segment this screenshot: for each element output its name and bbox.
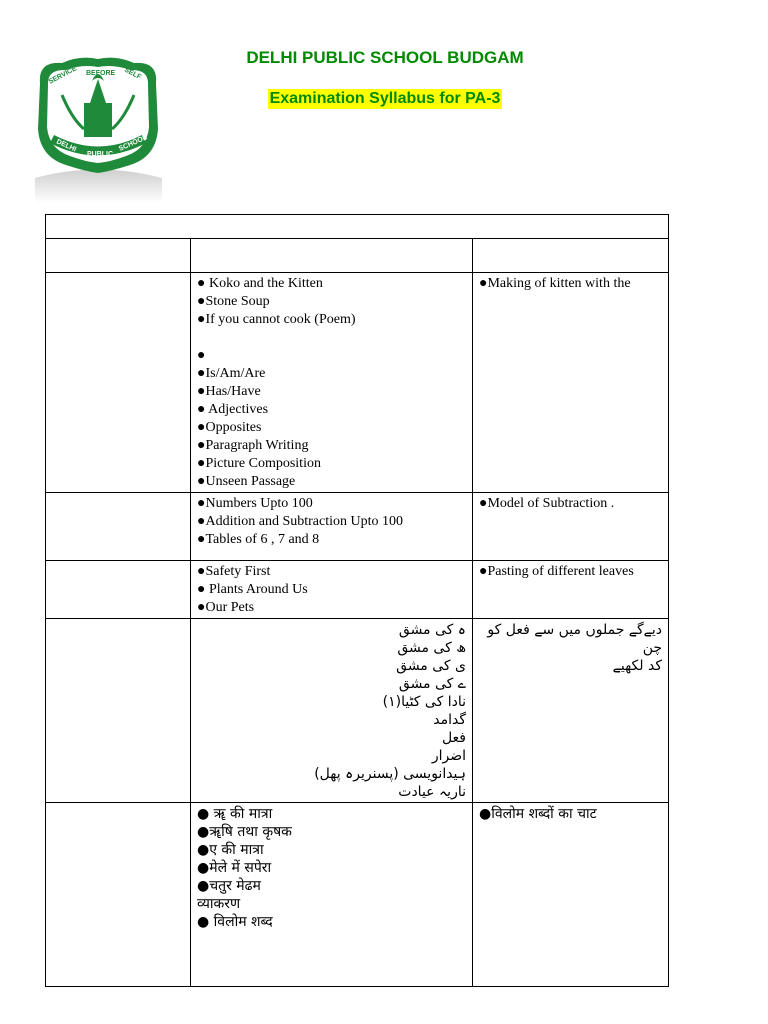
- syllabus-item: ●Safety First: [197, 564, 271, 579]
- svg-text:SCHOOL: SCHOOL: [117, 134, 149, 153]
- table-row-maths: [46, 493, 669, 561]
- subject-cell: [46, 273, 191, 493]
- syllabus-item: ے کی مشق: [398, 676, 466, 692]
- syllabus-item: व्याकरण: [197, 896, 241, 912]
- table-row-english: [46, 273, 669, 493]
- header-syllabus: [191, 239, 473, 273]
- activity-cell: [473, 493, 669, 561]
- syllabus-item: ●ॠषि तथा कृषक: [197, 824, 292, 840]
- syllabus-item: ● Koko and the Kitten: [197, 276, 323, 291]
- syllabus-item: ● विलोम शब्द: [197, 914, 273, 930]
- syllabus-item: ●Stone Soup: [197, 294, 270, 309]
- activity-item: ●Model of Subtraction .: [479, 496, 615, 511]
- school-logo: [32, 53, 164, 205]
- svg-text:SELF: SELF: [123, 66, 143, 82]
- table-row-evs: [46, 561, 669, 619]
- subject-cell: [46, 493, 191, 561]
- syllabus-item: ھ کی مشق: [397, 640, 466, 656]
- syllabus-item: ی کی مشق: [396, 658, 466, 674]
- syllabus-item: ● ॠ की मात्रा: [197, 806, 273, 822]
- syllabus-item: فعل: [441, 730, 466, 746]
- subject-cell: [46, 561, 191, 619]
- activity-cell: [473, 803, 669, 987]
- syllabus-item: ●Has/Have: [197, 384, 261, 399]
- activity-item: ●विलोम शब्दों का चाट: [479, 806, 597, 822]
- header-activity: [473, 239, 669, 273]
- syllabus-item: ہ کی مشق: [398, 622, 466, 638]
- syllabus-item: [197, 329, 466, 347]
- table-row-urdu: [46, 619, 669, 803]
- syllabus-item: ●Picture Composition: [197, 456, 321, 471]
- syllabus-item: گدامد: [433, 712, 466, 728]
- syllabus-item: ناریہ عیادت: [398, 784, 466, 800]
- activity-item: ●Making of kitten with the: [479, 276, 631, 291]
- syllabus-item: ●If you cannot cook (Poem): [197, 312, 356, 327]
- activity-item: ●Pasting of different leaves: [479, 564, 634, 579]
- syllabus-item: ●Is/Am/Are: [197, 366, 266, 381]
- svg-text:BEFORE: BEFORE: [86, 70, 116, 77]
- school-name: DELHI PUBLIC SCHOOL BUDGAM: [246, 48, 524, 67]
- subject-cell: [46, 619, 191, 803]
- syllabus-item: ●Numbers Upto 100: [197, 496, 313, 511]
- syllabus-item: ہیدانویسی (پسنریرہ پھل): [314, 766, 466, 782]
- activity-item: دیےگے جملوں میں سے فعل کو چن: [487, 622, 663, 656]
- table-row-hindi: [46, 803, 669, 987]
- syllabus-item: نادا کی کٹیا(۱): [382, 694, 466, 710]
- syllabus-item: ●Our Pets: [197, 600, 255, 615]
- syllabus-item: ●Addition and Subtraction Upto 100: [197, 514, 403, 529]
- syllabus-cell: [191, 619, 473, 803]
- syllabus-cell: [191, 803, 473, 987]
- syllabus-item: ●Paragraph Writing: [197, 438, 309, 453]
- syllabus-item: ●चतुर मेढम: [197, 878, 261, 894]
- syllabus-item: ●: [197, 348, 206, 363]
- activity-item: کد لکھیے: [612, 658, 663, 674]
- syllabus-item: اضرار: [431, 748, 466, 764]
- subject-cell: [46, 803, 191, 987]
- svg-text:SERVICE: SERVICE: [47, 65, 78, 86]
- svg-text:PUBLIC: PUBLIC: [87, 151, 114, 158]
- activity-cell: [473, 273, 669, 493]
- syllabus-item: ●ए की मात्रा: [197, 842, 264, 858]
- table-title-row: [46, 215, 669, 239]
- header-subject: [46, 239, 191, 273]
- syllabus-cell: [191, 561, 473, 619]
- syllabus-item: ●Unseen Passage: [197, 474, 296, 489]
- syllabus-item: ●Tables of 6 , 7 and 8: [197, 532, 320, 547]
- activity-cell: [473, 619, 669, 803]
- syllabus-cell: [191, 493, 473, 561]
- exam-title: Examination Syllabus for PA-3: [269, 90, 501, 107]
- syllabus-cell: [191, 273, 473, 493]
- syllabus-item: ● Adjectives: [197, 402, 269, 417]
- syllabus-item: ● Plants Around Us: [197, 582, 308, 597]
- syllabus-item: ●Opposites: [197, 420, 262, 435]
- activity-cell: [473, 561, 669, 619]
- syllabus-table: [45, 214, 669, 987]
- table-title-cell: [46, 215, 669, 239]
- syllabus-item: ●मेले में सपेरा: [197, 860, 272, 876]
- svg-text:DELHI: DELHI: [55, 138, 78, 154]
- column-header-row: [46, 239, 669, 273]
